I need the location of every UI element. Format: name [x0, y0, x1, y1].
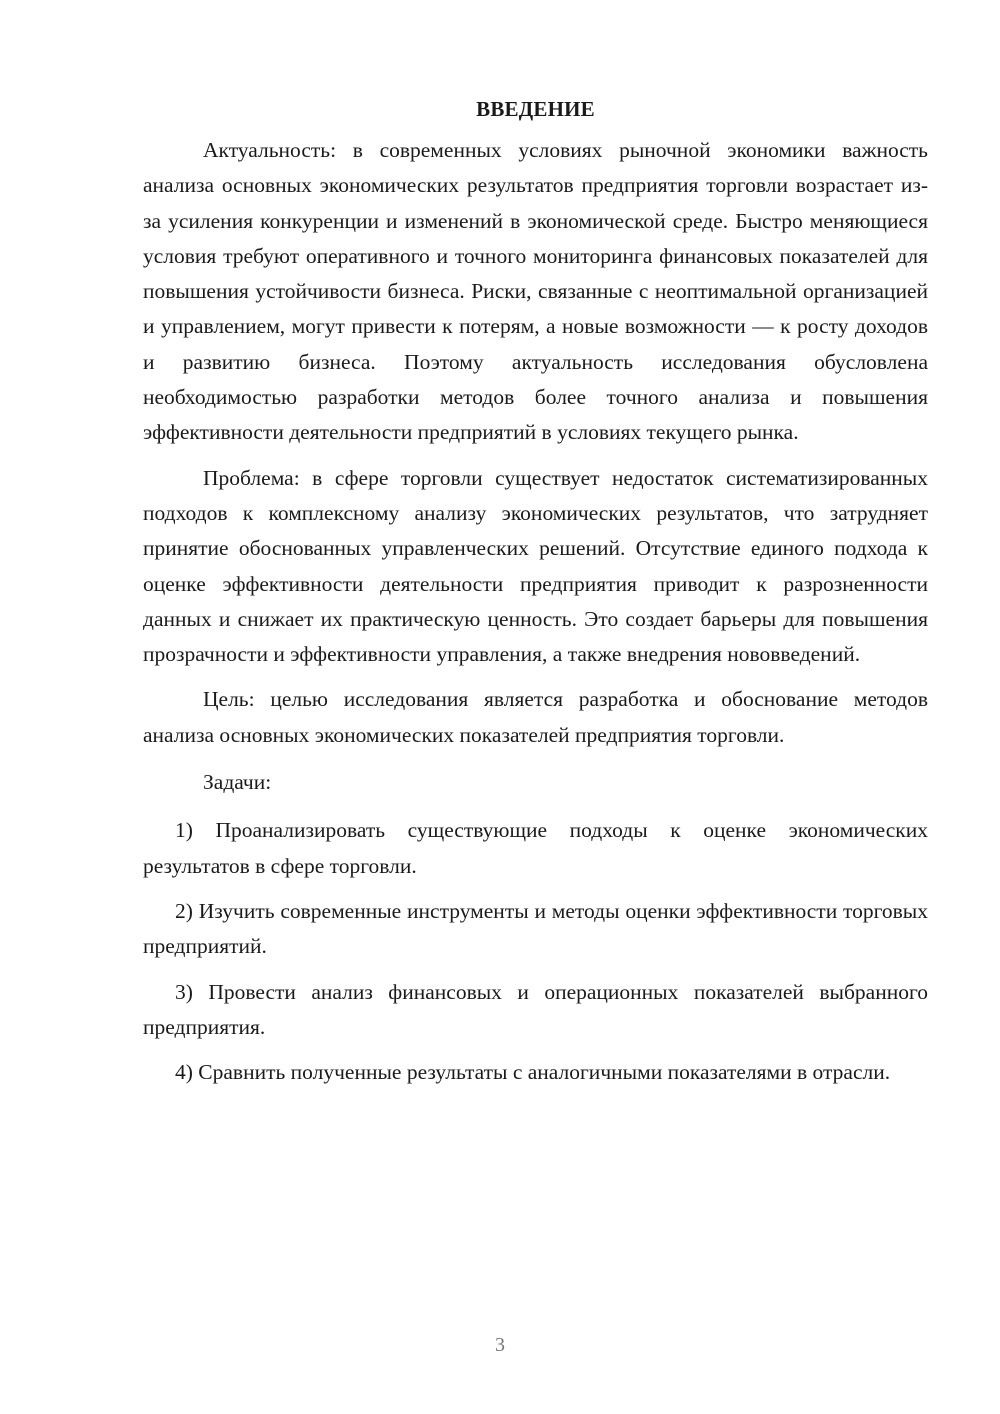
document-page — [143, 92, 928, 1100]
section-heading: ВВЕДЕНИЕ — [476, 97, 595, 121]
paragraph-goal: Цель: целью исследования является разработка и обоснование методов анализа основных экономических показателей предприятия торговли. — [143, 687, 928, 747]
paragraph-relevance: Актуальность: в современных условиях рыночной экономики важность анализа основных экономических результатов предприятия торговли возрастает из-за усиления конкуренции и изменений в экономической среде. Быстро меняющиеся условия требуют оперативного и точного мониторинга финансовых показателей для повышения устойчивости бизнеса. Риски, связанные с неоптимальной организацией и управлением, могут привести к потерям, а новые возможности — к росту доходов и развитию бизнеса. Поэтому актуальность исследования обусловлена необходимостью разработки методов более точного анализа и повышения эффективности деятельности предприятий в условиях текущего рынка. — [143, 138, 928, 445]
task-item: 2) Изучить современные инструменты и методы оценки эффективности торговых предприятий. — [143, 898, 928, 959]
page-number: 3 — [495, 1334, 505, 1356]
task-item: 4) Сравнить полученные результаты с аналогичными показателями в отрасли. — [175, 1060, 891, 1085]
paragraph-problem: Проблема: в сфере торговли существует недостаток систематизированных подходов к комплексному анализу экономических результатов, что затрудняет принятие обоснованных управленческих решений. Отсутствие единого подхода к оценке эффективности деятельности предприятия приводит к разрозненности данных и снижает их практическую ценность. Это создает барьеры для повышения прозрачности и эффективности управления, а также внедрения нововведений. — [143, 465, 928, 667]
tasks-heading: Задачи: — [203, 770, 272, 795]
task-item: 1) Проанализировать существующие подходы к оценке экономических результатов в сфере торговли. — [143, 818, 928, 878]
task-item: 3) Провести анализ финансовых и операционных показателей выбранного предприятия. — [143, 979, 928, 1039]
